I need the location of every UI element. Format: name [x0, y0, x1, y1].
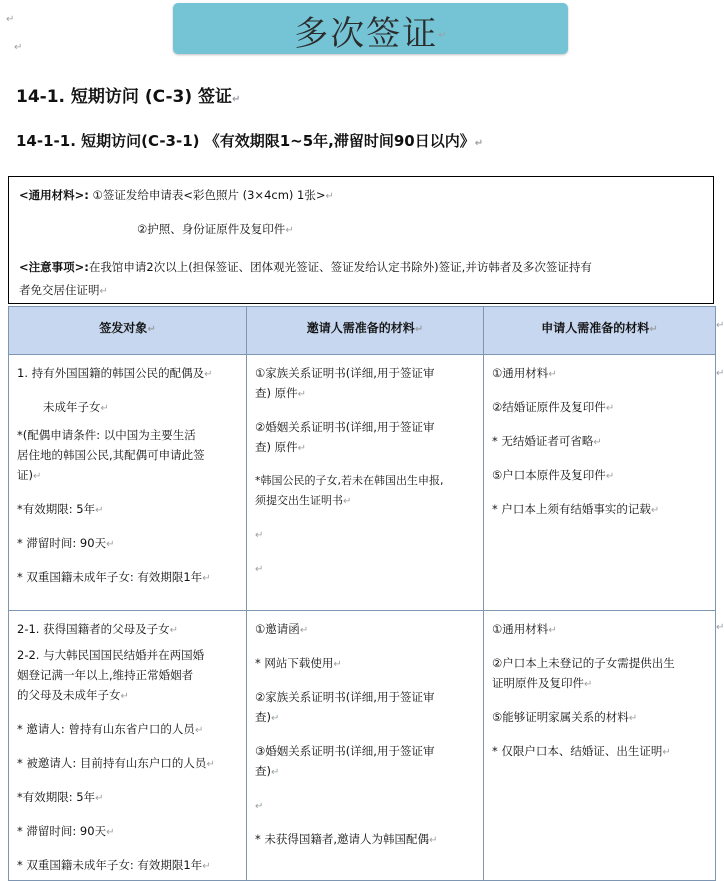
table-header-row — [9, 307, 716, 355]
common-materials-box — [8, 176, 714, 304]
section-heading — [16, 82, 240, 107]
paragraph-mark-icon: ↵ — [14, 42, 23, 53]
common-materials-line-1 — [19, 187, 334, 203]
note-line-1 — [19, 259, 592, 275]
paragraph-mark-icon: ↵ — [716, 368, 724, 379]
paragraph-mark-icon: ↵ — [325, 191, 334, 202]
common-item-1: ①签证发给申请表<彩色照片 (3×4cm) 1张> — [92, 188, 326, 202]
common-item-2: ②护照、身份证原件及复印件 — [137, 222, 286, 236]
paragraph-mark-icon: ↵ — [474, 138, 484, 149]
note-text-1: 在我馆申请2次以上(担保签证、团体观光签证、签证发给认定书除外)签证,并访韩者及多次签证持有 — [88, 260, 592, 274]
header-applicant-materials: 申请人需准备的材料↵ — [484, 307, 716, 355]
row1-inviter-materials: ①家族关系证明书(详细,用于签证审 查) 原件↵ ②婚姻关系证明书(详细,用于签证审 查) 原件↵ *韩国公民的子女,若未在韩国出生申报, 须提交出生证明书↵ ↵ ↵ — [247, 355, 484, 611]
note-text-2: 者免交居住证明 — [19, 283, 100, 297]
common-materials-label: <通用材料>: — [19, 188, 89, 202]
row1-applicant-materials: ①通用材料↵ ②结婚证原件及复印件↵ * 无结婚证者可省略↵ ⑤户口本原件及复印件↵ * 户口本上须有结婚事实的记载↵ — [484, 355, 716, 611]
table-row — [9, 355, 716, 611]
header-inviter-materials: 邀请人需准备的材料↵ — [247, 307, 484, 355]
row2-inviter-materials: ①邀请函↵ * 网站下载使用↵ ②家族关系证明书(详细,用于签证审 查)↵ ③婚姻关系证明书(详细,用于签证审 查)↵ ↵ * 未获得国籍者,邀请人为韩国配偶↵ — [247, 611, 484, 881]
row1-issuance-target: 1. 持有外国国籍的韩国公民的配偶及↵ 未成年子女↵ *(配偶申请条件: 以中国为主要生活 居住地的韩国公民,其配偶可申请此签 证)↵ *有效期限: 5年↵ * 滞留时间: 90天↵ * 双重国籍未成年子女: 有效期限1年↵ — [9, 355, 247, 611]
title-banner — [173, 3, 568, 54]
common-materials-line-2 — [137, 221, 294, 237]
paragraph-mark-icon: ↵ — [255, 801, 264, 812]
section-heading-text: 14-1. 短期访问 (C-3) 签证 — [16, 87, 233, 107]
paragraph-mark-icon: ↵ — [99, 286, 108, 297]
subsection-heading — [16, 130, 483, 151]
paragraph-mark-icon: ↵ — [6, 14, 15, 25]
paragraph-mark-icon: ↵ — [438, 30, 447, 41]
paragraph-mark-icon: ↵ — [716, 622, 724, 633]
paragraph-mark-icon: ↵ — [285, 225, 294, 236]
header-issuance-target: 签发对象↵ — [9, 307, 247, 355]
paragraph-mark-icon: ↵ — [255, 530, 264, 541]
note-label: <注意事项>: — [19, 260, 89, 274]
paragraph-mark-icon: ↵ — [232, 94, 241, 105]
visa-materials-table — [8, 306, 716, 881]
page-title: 多次签证 — [294, 14, 439, 54]
table-row — [9, 611, 716, 881]
row2-applicant-materials: ①通用材料↵ ②户口本上未登记的子女需提供出生 证明原件及复印件↵ ⑤能够证明家属关系的材料↵ * 仅限户口本、结婚证、出生证明↵ — [484, 611, 716, 881]
paragraph-mark-icon: ↵ — [716, 320, 724, 331]
row2-issuance-target: 2-1. 获得国籍者的父母及子女↵ 2-2. 与大韩民国国民结婚并在两国婚 姻登记满一年以上,维持正常婚姻者 的父母及未成年子女↵ * 邀请人: 曾持有山东省户口的人员↵ * 被邀请人: 目前持有山东户口的人员↵ *有效期限: 5年↵ * 滞留时间: 90天↵ * 双重国籍未成年子女: 有效期限1年↵ — [9, 611, 247, 881]
paragraph-mark-icon: ↵ — [255, 564, 264, 575]
subsection-heading-text: 14-1-1. 短期访问(C-3-1) 《有效期限1~5年,滞留时间90日以内》 — [16, 132, 475, 150]
note-line-2 — [19, 282, 108, 298]
